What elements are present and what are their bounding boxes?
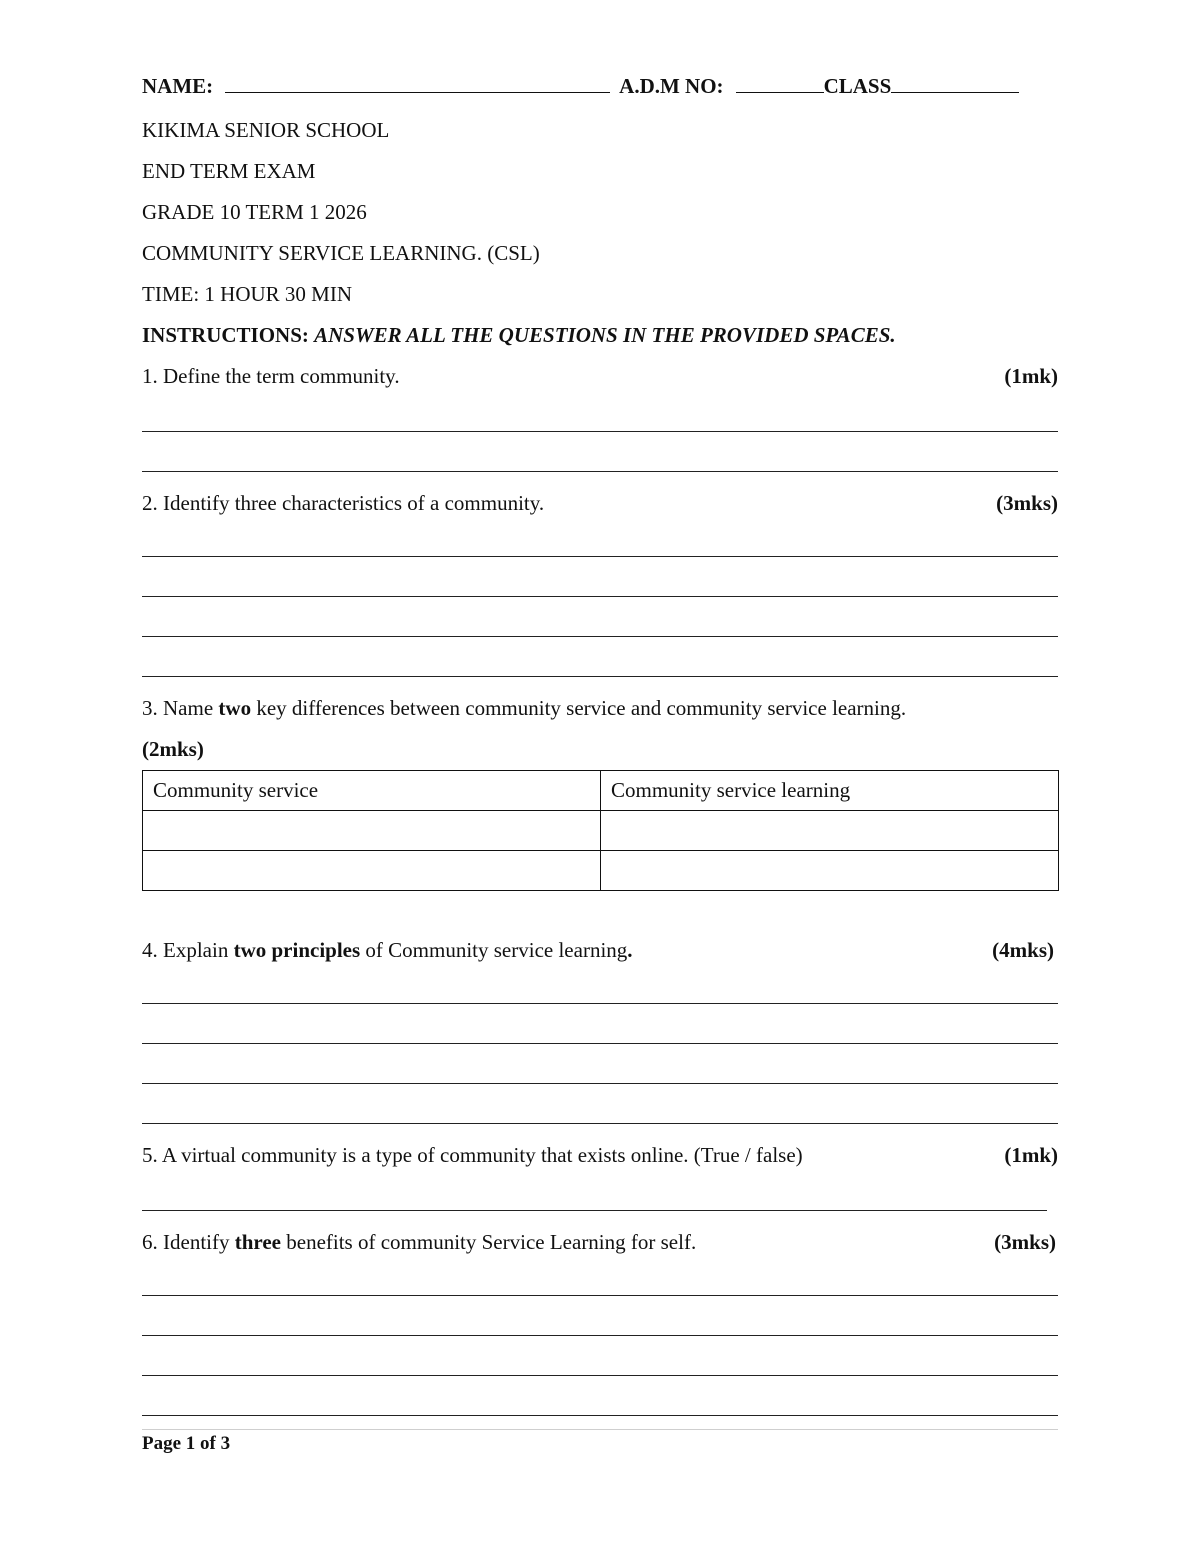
question-text: benefits of community Service Learning for self. [281, 1230, 697, 1254]
school-name: KIKIMA SENIOR SCHOOL [142, 118, 390, 142]
question-text: Identify [163, 1230, 235, 1254]
question-number: 3. [142, 696, 158, 720]
differences-table [142, 770, 1059, 891]
class-blank[interactable] [891, 74, 1019, 93]
question-marks: (2mks) [142, 737, 204, 761]
question-2 [142, 483, 1058, 524]
footer-divider [142, 1429, 1058, 1430]
exam-time: TIME: 1 HOUR 30 MIN [142, 282, 352, 306]
table-row [143, 851, 1059, 891]
question-marks: (3mks) [996, 491, 1058, 515]
question-text: Define the term community. [163, 364, 400, 388]
question-text: key differences between community service and community service learning. [251, 696, 907, 720]
table-header-row [143, 771, 1059, 811]
question-emphasis: two [218, 696, 252, 720]
student-details-row [142, 70, 1058, 102]
question-3 [142, 688, 1058, 729]
instructions-text: ANSWER ALL THE QUESTIONS IN THE PROVIDED SPACES. [314, 323, 896, 347]
question-emphasis: three [234, 1230, 281, 1254]
question-marks: (4mks) [992, 938, 1054, 962]
grade-term: GRADE 10 TERM 1 2026 [142, 200, 367, 224]
table-row [143, 811, 1059, 851]
instructions-label: INSTRUCTIONS: [142, 323, 309, 347]
question-text: A virtual community is a type of community that exists online. (True / false) [161, 1143, 803, 1167]
question-6 [142, 1222, 1058, 1263]
question-number: 2. [142, 491, 158, 515]
answer-cell[interactable] [601, 851, 1059, 891]
question-marks: (1mk) [1004, 1143, 1058, 1167]
question-text: Identify three characteristics of a community. [163, 491, 545, 515]
exam-title: END TERM EXAM [142, 159, 316, 183]
exam-content [142, 70, 1058, 1416]
table-header-cell: Community service learning [601, 771, 1059, 811]
subject-title: COMMUNITY SERVICE LEARNING. (CSL) [142, 241, 540, 265]
question-number: 6. [142, 1230, 158, 1254]
question-4 [142, 930, 1058, 971]
answer-cell[interactable] [601, 811, 1059, 851]
question-marks: (3mks) [994, 1230, 1056, 1254]
adm-label: A.D.M NO: [619, 74, 724, 98]
adm-blank[interactable] [736, 74, 824, 93]
question-emphasis: . [627, 938, 633, 962]
question-5 [142, 1135, 1058, 1176]
answer-line[interactable] [142, 1415, 1058, 1416]
table-header-cell: Community service [143, 771, 601, 811]
question-number: 4. [142, 938, 158, 962]
question-marks: (1mk) [1004, 364, 1058, 388]
name-blank[interactable] [225, 74, 610, 93]
question-text: Explain [163, 938, 234, 962]
question-text: of Community service learning [360, 938, 628, 962]
question-number: 1. [142, 364, 158, 388]
answer-cell[interactable] [143, 851, 601, 891]
question-text: Name [163, 696, 219, 720]
page-number: Page 1 of 3 [142, 1433, 231, 1454]
instructions [142, 315, 1058, 356]
class-label: CLASS [823, 74, 892, 98]
name-label: NAME: [142, 74, 214, 98]
answer-cell[interactable] [143, 811, 601, 851]
question-1 [142, 356, 1058, 397]
question-number: 5. [142, 1143, 158, 1167]
question-emphasis: two principles [233, 938, 361, 962]
